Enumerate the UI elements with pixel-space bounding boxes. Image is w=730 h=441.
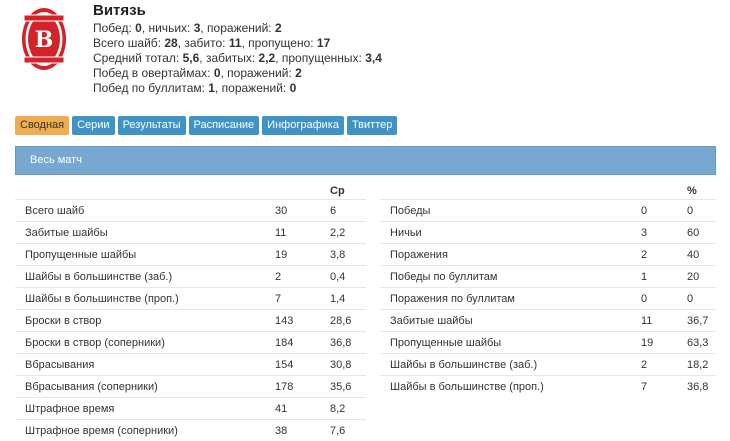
table-row: [15, 376, 366, 398]
stat-value: 0: [641, 288, 687, 310]
stat-label: Шайбы в большинстве (заб.): [15, 266, 275, 288]
stat-value: 178: [275, 376, 330, 398]
stat-value: 2: [275, 266, 330, 288]
summary-text: , поражений:: [221, 66, 296, 80]
stat-extra: 0: [687, 200, 716, 222]
summary-value: 28: [164, 36, 177, 50]
stat-label: Поражения по буллитам: [380, 288, 641, 310]
tab-4[interactable]: Расписание: [189, 116, 260, 135]
summary-value: 17: [317, 36, 330, 50]
stat-extra: 6: [330, 200, 366, 222]
summary-text: Побед:: [93, 21, 135, 35]
summary-text: Побед по буллитам:: [93, 81, 208, 95]
stat-extra: 8,2: [330, 398, 366, 420]
stat-label: Шайбы в большинстве (проп.): [380, 376, 641, 398]
stat-extra: 18,2: [687, 354, 716, 376]
stat-value: 154: [275, 354, 330, 376]
table-row: [15, 332, 366, 354]
summary-value: 2: [275, 21, 282, 35]
stat-extra: 2,2: [330, 222, 366, 244]
table-row: [15, 420, 366, 441]
tab-bar: [15, 116, 397, 135]
stat-extra: 36,8: [687, 376, 716, 398]
summary-text: Побед в овертаймах:: [93, 66, 214, 80]
table-row: [15, 354, 366, 376]
stat-extra: 1,4: [330, 288, 366, 310]
summary-text: , пропущено:: [242, 36, 317, 50]
panel-title: Весь матч: [30, 154, 82, 166]
summary-value: 3,4: [365, 51, 382, 65]
table-row: [380, 244, 716, 266]
right-header-value: [641, 183, 687, 200]
summary-text: Средний тотал:: [93, 51, 183, 65]
team-crest-icon: [21, 6, 67, 72]
team-name: Витязь: [93, 2, 146, 19]
stat-label: Штрафное время: [15, 398, 275, 420]
stat-value: 1: [641, 266, 687, 288]
stat-label: Броски в створ (соперники): [15, 332, 275, 354]
table-row: [15, 222, 366, 244]
stat-extra: 0,4: [330, 266, 366, 288]
stat-value: 0: [641, 200, 687, 222]
table-row: [380, 332, 716, 354]
summary-text: , ничьих:: [142, 21, 194, 35]
summary-value: 2: [295, 66, 302, 80]
stat-value: 143: [275, 310, 330, 332]
stat-extra: 40: [687, 244, 716, 266]
summary-text: , забитых:: [199, 51, 258, 65]
summary-line: [93, 21, 382, 36]
stat-value: 11: [275, 222, 330, 244]
summary-text: , забито:: [178, 36, 229, 50]
stat-label: Победы по буллитам: [380, 266, 641, 288]
table-row: [380, 354, 716, 376]
summary-value: 5,6: [183, 51, 200, 65]
summary-line: [93, 66, 382, 81]
right-header-pct: %: [687, 183, 716, 200]
summary-value: 0: [135, 21, 142, 35]
table-row: [380, 200, 716, 222]
stat-extra: 20: [687, 266, 716, 288]
stat-extra: 35,6: [330, 376, 366, 398]
summary-text: Всего шайб:: [93, 36, 164, 50]
table-row: [15, 310, 366, 332]
table-row: [380, 222, 716, 244]
table-row: [15, 288, 366, 310]
team-summary: [93, 21, 382, 96]
table-row: [380, 310, 716, 332]
summary-value: 2,2: [259, 51, 276, 65]
stat-value: 38: [275, 420, 330, 441]
stat-label: Забитые шайбы: [15, 222, 275, 244]
stat-value: 30: [275, 200, 330, 222]
right-stats-table: [380, 183, 716, 397]
left-stats-table: [15, 183, 366, 441]
stat-value: 11: [641, 310, 687, 332]
stat-extra: 30,8: [330, 354, 366, 376]
stat-label: Штрафное время (соперники): [15, 420, 275, 441]
table-row: [15, 200, 366, 222]
logo-letter: В: [35, 27, 54, 53]
stat-extra: 36,8: [330, 332, 366, 354]
summary-value: 3: [194, 21, 201, 35]
summary-text: , пропущенных:: [275, 51, 365, 65]
tab-6[interactable]: Твиттер: [347, 116, 397, 135]
panel-header: [15, 146, 716, 175]
stat-extra: 0: [687, 288, 716, 310]
stat-label: Вбрасывания (соперники): [15, 376, 275, 398]
table-row: [380, 376, 716, 398]
stat-value: 19: [275, 244, 330, 266]
summary-text: , поражений:: [215, 81, 290, 95]
stat-value: 7: [641, 376, 687, 398]
tab-3[interactable]: Результаты: [118, 116, 186, 135]
summary-line: [93, 36, 382, 51]
stat-label: Пропущенные шайбы: [380, 332, 641, 354]
stat-value: 184: [275, 332, 330, 354]
stat-label: Пропущенные шайбы: [15, 244, 275, 266]
stat-label: Шайбы в большинстве (заб.): [380, 354, 641, 376]
summary-value: 0: [290, 81, 297, 95]
summary-text: , поражений:: [200, 21, 275, 35]
stat-value: 7: [275, 288, 330, 310]
right-header-label: [380, 183, 641, 200]
stat-value: 2: [641, 244, 687, 266]
stat-extra: 3,8: [330, 244, 366, 266]
table-row: [380, 288, 716, 310]
team-logo: [21, 6, 67, 72]
summary-value: 1: [208, 81, 215, 95]
tab-5[interactable]: Инфографика: [262, 116, 344, 135]
summary-value: 0: [214, 66, 221, 80]
table-row: [15, 266, 366, 288]
stat-value: 3: [641, 222, 687, 244]
tab-2[interactable]: Серии: [72, 116, 114, 135]
stat-label: Шайбы в большинстве (проп.): [15, 288, 275, 310]
left-header-avg: Ср: [330, 183, 366, 200]
stat-value: 41: [275, 398, 330, 420]
table-row: [380, 266, 716, 288]
stat-value: 2: [641, 354, 687, 376]
summary-value: 11: [229, 36, 242, 50]
tab-1[interactable]: Сводная: [15, 116, 69, 135]
stat-label: Броски в створ: [15, 310, 275, 332]
summary-line: [93, 81, 382, 96]
stat-extra: 60: [687, 222, 716, 244]
stat-label: Поражения: [380, 244, 641, 266]
stat-extra: 28,6: [330, 310, 366, 332]
table-row: [15, 244, 366, 266]
stat-label: Вбрасывания: [15, 354, 275, 376]
stat-extra: 63,3: [687, 332, 716, 354]
stat-value: 19: [641, 332, 687, 354]
stat-label: Победы: [380, 200, 641, 222]
stat-extra: 36,7: [687, 310, 716, 332]
stat-extra: 7,6: [330, 420, 366, 441]
left-header-value: [275, 183, 330, 200]
summary-line: [93, 51, 382, 66]
stat-label: Забитые шайбы: [380, 310, 641, 332]
table-row: [15, 398, 366, 420]
stat-label: Ничьи: [380, 222, 641, 244]
stat-label: Всего шайб: [15, 200, 275, 222]
left-header-label: [15, 183, 275, 200]
